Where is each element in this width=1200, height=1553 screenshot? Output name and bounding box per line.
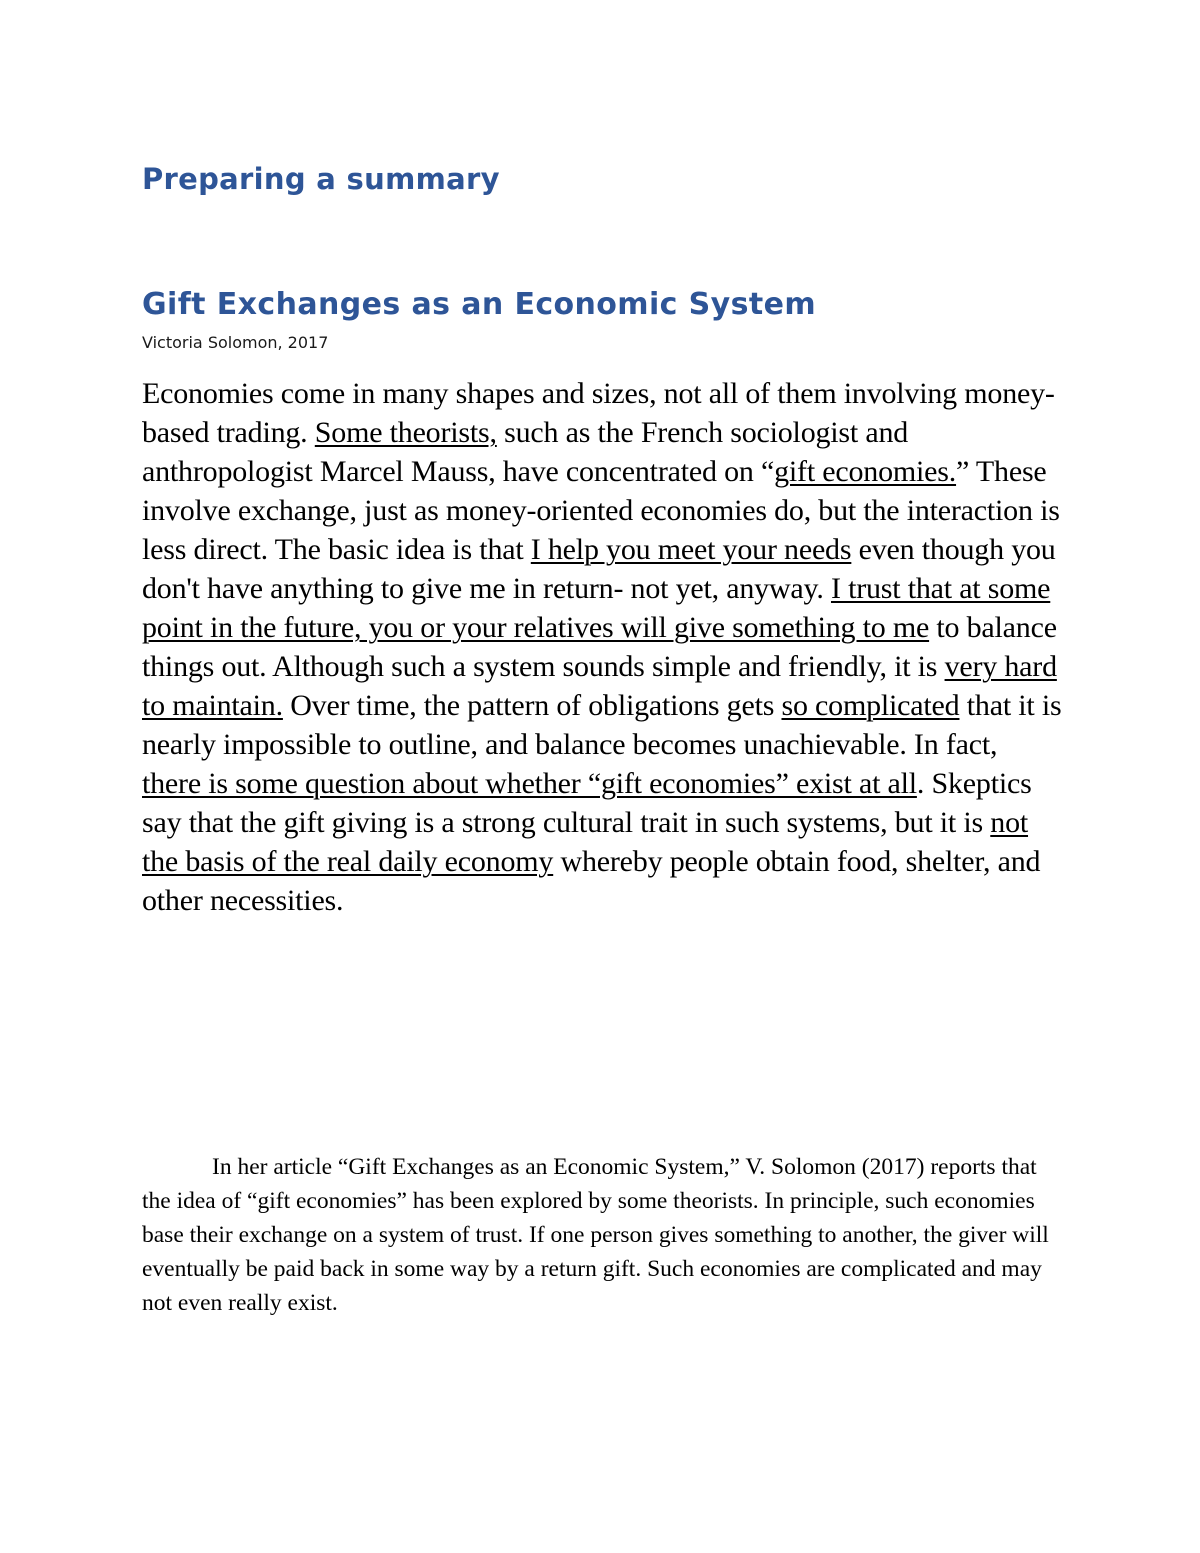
body-text-run: Economies come in many shapes and sizes, not all of them involving money- based trading. [142, 377, 1055, 449]
underlined-phrase: I trust that at some point in the future, you or your relatives will give something to me [142, 572, 1051, 644]
article-byline: Victoria Solomon, 2017 [142, 333, 329, 352]
body-text-run: such as the French sociologist and anthropologist Marcel Mauss, have concentrated on “ [142, 416, 909, 488]
body-text-run: whereby people obtain food, shelter, and other necessities. [142, 845, 1041, 917]
underlined-phrase: not the basis of the real daily economy [142, 806, 1029, 878]
underlined-phrase: Some theorists, [314, 416, 497, 449]
article-title: Gift Exchanges as an Economic System [142, 287, 817, 322]
underlined-phrase: so complicated [781, 689, 960, 722]
underlined-phrase: there is some question about whether “gift economies” exist at all [142, 767, 917, 800]
underlined-phrase: I help you meet your needs [530, 533, 852, 566]
underlined-phrase: very hard to maintain. [142, 650, 1057, 722]
body-text-run: even though you don't have anything to give me in return- not yet, anyway. [142, 533, 1056, 605]
summary-paragraph: In her article “Gift Exchanges as an Economic System,” V. Solomon (2017) reports that the idea of “gift economies” has been explored by some theorists. In principle, such economies base their exchange on a system of trust. If one person gives something to another, the giver will eventually be paid back in some way by a return gift. Such economies are complicated and may not even really exist. [142, 1154, 1049, 1316]
page-heading: Preparing a summary [142, 162, 500, 196]
body-text-run: ” These involve exchange, just as money-oriented economies do, but the interaction is less direct. The basic idea is that [142, 455, 1060, 566]
body-text-run: . Skeptics say that the gift giving is a strong cultural trait in such systems, but it is [142, 767, 1032, 839]
underlined-phrase: gift economies. [774, 455, 957, 488]
body-text-run: to balance things out. Although such a system sounds simple and friendly, it is [142, 611, 1057, 683]
body-text-run: Over time, the pattern of obligations gets [282, 689, 782, 722]
article-body [142, 374, 1062, 920]
body-text-run: that it is nearly impossible to outline, and balance becomes unachievable. In fact, [142, 689, 1062, 761]
